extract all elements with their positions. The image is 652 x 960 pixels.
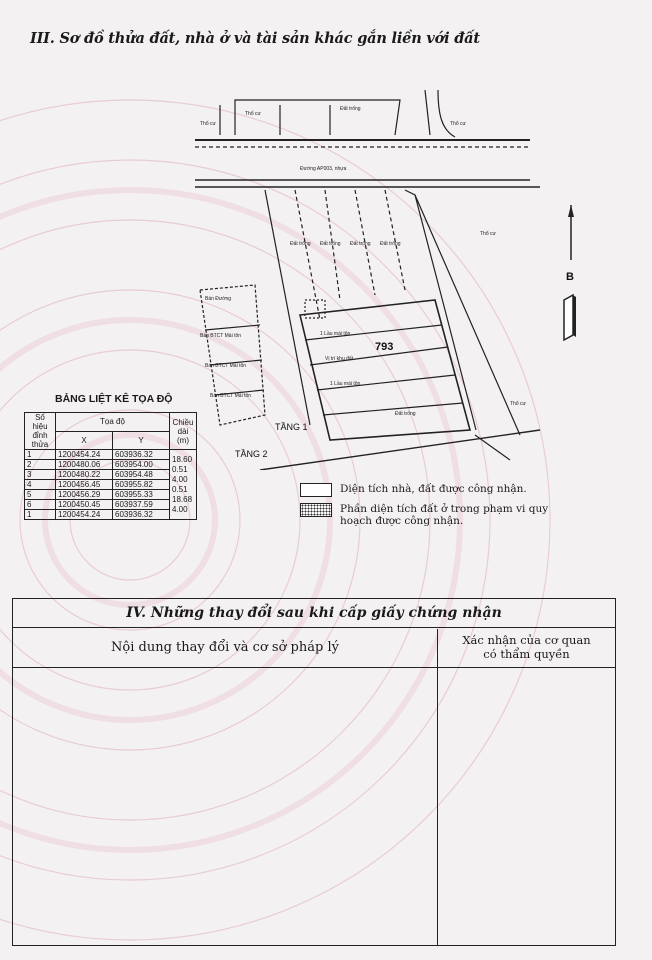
col-content-header: Nội dung thay đổi và cơ sở pháp lý	[111, 640, 339, 655]
coord-table	[24, 412, 197, 520]
table-row: 1 1200454.24 603936.32 18.60 0.51 4.00 0.51 18.68 4.00	[25, 450, 197, 460]
legend-planning-area-2: hoạch được công nhận.	[340, 515, 464, 527]
legend-swatch-plain	[300, 483, 332, 497]
legend-house-area: Diện tích nhà, đất được công nhận.	[340, 483, 527, 495]
map-label: Đất trống	[350, 241, 371, 247]
map-label: Thổ cư	[245, 111, 261, 117]
legend-planning-area-1: Phần diện tích đất ở trong phạm vi quy	[340, 503, 549, 515]
map-label: Vị trí khu đất	[325, 356, 354, 362]
floor-1-label: TẦNG 1	[275, 422, 308, 432]
changes-table	[12, 598, 616, 946]
map-label: Bán BTCT Mái tôn	[205, 363, 247, 369]
map-legend	[300, 483, 548, 533]
map-label: Bán BTCT Mái tôn	[210, 393, 252, 399]
parcel-number: 793	[375, 341, 394, 353]
column-divider	[437, 667, 438, 945]
table-row: 1 1200454.24 603936.32	[25, 510, 197, 520]
table-row: 3 1200480.22 603954.48	[25, 470, 197, 480]
table-row: 6 1200450.45 603937.59	[25, 500, 197, 510]
map-label: Thổ cư	[200, 121, 216, 127]
col-y-header: Y	[113, 431, 170, 450]
map-label: Thổ cư	[450, 121, 466, 127]
col-parcel-header: Số hiệu đỉnh thửa	[25, 413, 56, 450]
col-x-header: X	[56, 431, 113, 450]
map-label: Đất trống	[320, 241, 341, 247]
map-label: Đất trống	[290, 241, 311, 247]
map-label: Đất trống	[340, 106, 361, 112]
map-label: Đất trống	[395, 411, 416, 417]
parcel-map	[180, 85, 600, 470]
map-label: Thổ cư	[480, 231, 496, 237]
map-label: Thổ cư	[510, 401, 526, 407]
map-label: Bán BTCT Mái tôn	[200, 333, 242, 339]
section-iv-title: IV. Những thay đổi sau khi cấp giấy chứng nhận	[13, 599, 615, 628]
col-length-header: Chiều dài (m)	[170, 413, 197, 450]
map-label: 1 Lầu mái tôn	[320, 331, 351, 337]
north-label: B	[566, 271, 574, 283]
table-row: 2 1200480.06 603954.00	[25, 460, 197, 470]
map-label: Bán Đường	[205, 296, 232, 302]
floor-2-label: TẦNG 2	[235, 449, 268, 459]
legend-swatch-dotted	[300, 503, 332, 517]
map-label: Đất trống	[380, 241, 401, 247]
table-row: 5 1200456.29 603955.33	[25, 490, 197, 500]
map-road-label: Đường AP003, nhựa	[300, 166, 347, 172]
col-confirm-header: Xác nhận của cơ quan có thẩm quyền	[437, 629, 615, 667]
map-label: 1 Lầu mái tôn	[330, 381, 361, 387]
coord-table-title: BẢNG LIỆT KÊ TỌA ĐỘ	[55, 393, 173, 405]
col-coord-header: Tọa độ	[56, 413, 170, 432]
legend-item	[300, 483, 548, 497]
north-arrow-icon	[556, 205, 586, 355]
section-iii-title: III. Sơ đồ thửa đất, nhà ở và tài sản khác gắn liền với đất	[30, 30, 480, 47]
table-row: 4 1200456.45 603955.82	[25, 480, 197, 490]
legend-item	[300, 503, 548, 527]
